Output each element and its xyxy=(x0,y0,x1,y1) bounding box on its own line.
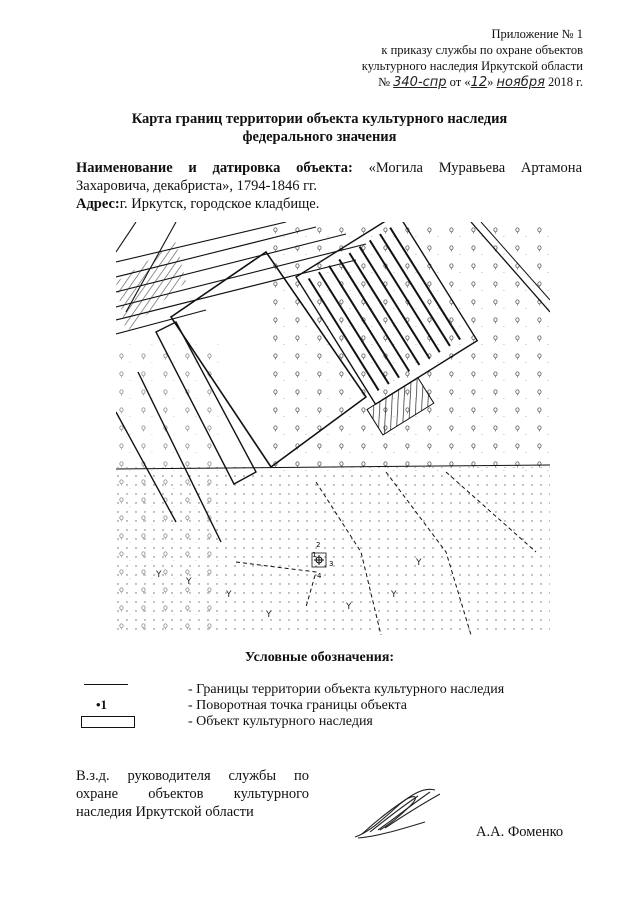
appendix-label: Приложение № 1 xyxy=(491,27,583,41)
order-reference-line: к приказу службы по охране объектов xyxy=(381,43,583,57)
order-month: ноября xyxy=(496,75,545,90)
svg-text:Y: Y xyxy=(346,602,352,612)
legend-title: Условные обозначения: xyxy=(244,650,395,665)
signatory-position-word: охране xyxy=(76,786,119,802)
address-label: Адрес: xyxy=(76,196,120,212)
order-number-line xyxy=(378,74,583,91)
map-point-label: 3 xyxy=(329,560,334,568)
signatory-position-word: объектов xyxy=(148,786,204,802)
map-point-label: 2 xyxy=(316,541,321,549)
signatory-position-line-2 xyxy=(76,785,309,803)
map-point-label: 4 xyxy=(317,572,322,580)
object-name-value-continued: Захаровича, декабриста», 1794-1846 гг. xyxy=(76,178,317,194)
boundary-map xyxy=(116,222,550,635)
address-line xyxy=(76,195,582,213)
signatory-position-line-3: наследия Иркутской области xyxy=(76,804,254,820)
object-name-line xyxy=(76,159,582,177)
svg-text:Y: Y xyxy=(266,610,272,620)
signatory-name: А.А. Фоменко xyxy=(476,824,564,840)
order-number: 340-спр xyxy=(393,75,447,90)
signatory-position-word: службы xyxy=(228,768,277,784)
document-title: Карта границ территории объекта культурного наследия xyxy=(131,111,508,127)
document-title-line-2: федерального значения xyxy=(242,129,397,145)
svg-text:Y: Y xyxy=(156,570,162,580)
order-mid-text: » xyxy=(487,75,494,89)
order-reference-line: культурного наследия Иркутской области xyxy=(361,59,583,73)
address-value: г. Иркутск, городское кладбище. xyxy=(119,196,320,212)
order-year: 2018 г. xyxy=(548,75,583,89)
legend-turning-point-symbol: •1 xyxy=(96,697,108,712)
signatory-position-word: по xyxy=(293,768,309,784)
svg-text:Y: Y xyxy=(416,558,422,568)
legend-item-heritage-object: - Объект культурного наследия xyxy=(188,714,373,729)
order-from-text: от « xyxy=(449,75,471,89)
handwritten-signature xyxy=(350,782,450,844)
map-point-label: 1 xyxy=(312,551,317,559)
signatory-position-word: культурного xyxy=(233,786,309,802)
signatory-position-line-1 xyxy=(76,767,309,785)
legend-heritage-object-symbol xyxy=(81,716,135,728)
order-day: 12 xyxy=(470,75,488,90)
legend-item-turning-point: - Поворотная точка границы объекта xyxy=(188,698,407,713)
legend-boundary-line-symbol xyxy=(84,684,128,685)
object-name-value: «Могила Муравьева Артамона xyxy=(368,160,583,176)
svg-text:Y: Y xyxy=(186,577,192,587)
svg-text:Y: Y xyxy=(391,590,397,600)
signatory-position-word: руководителя xyxy=(127,768,211,784)
svg-text:Y: Y xyxy=(226,590,232,600)
legend-item-boundary: - Границы территории объекта культурного наследия xyxy=(188,682,505,697)
object-name-label: Наименование и датировка объекта: xyxy=(76,160,353,176)
signatory-position-word: В.з.д. xyxy=(76,768,110,784)
order-number-prefix: № xyxy=(378,75,391,89)
